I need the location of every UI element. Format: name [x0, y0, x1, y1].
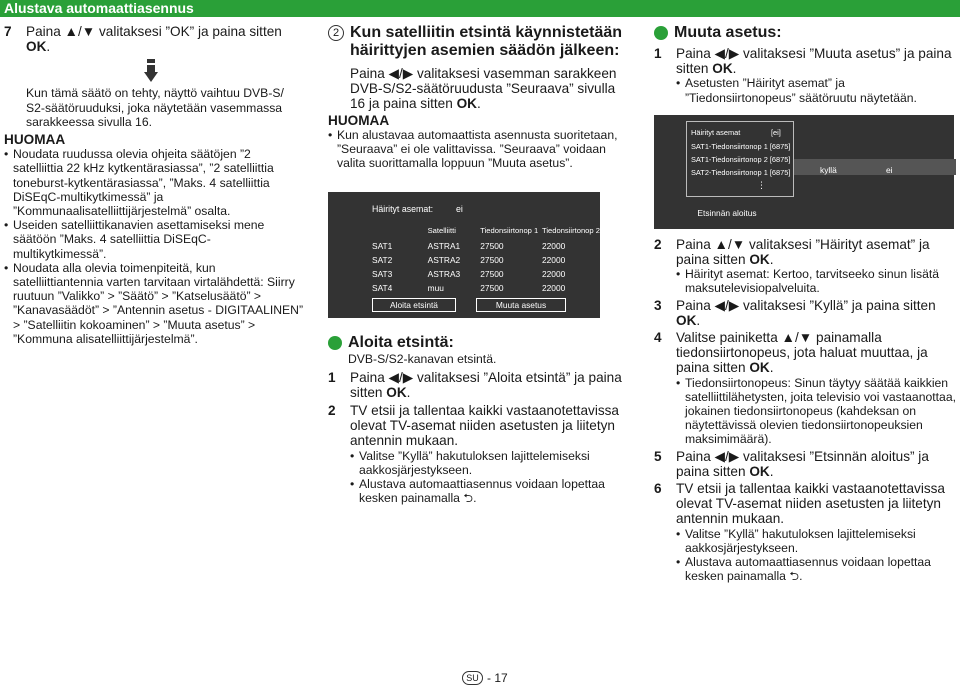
no-option[interactable]: ei: [886, 164, 893, 175]
right-column: [654, 24, 956, 583]
table-row: SAT3 ASTRA3 27500 22000: [372, 269, 566, 280]
section-title: Kun satelliitin etsintä käynnistetään häirittyjen asemien säädön jälkeen:: [350, 24, 623, 59]
note-item: • Kun alustavaa automaattista asennusta suoritetaan, ”Seuraava” ei ole valittavissa. ”Seuraava” voidaan valita suorittamalla loppuun ”Muuta asetus”.: [328, 128, 630, 171]
step-text: Paina ◀/▶ valitaksesi ”Aloita etsintä” ja paina sitten OK.: [350, 369, 622, 400]
language-badge: SU: [462, 671, 483, 685]
table-row: SAT2 ASTRA2 27500 22000: [372, 254, 566, 265]
intro-text: Paina ◀/▶ valitaksesi vasemman sarakkeen DVB-S/S2-säätöruudusta ”Seuraava” sivulla 16 ja paina sitten OK.: [350, 66, 617, 112]
bullet-item: • Alustava automaattiasennus voidaan lopettaa kesken painamalla ⮌.: [676, 555, 956, 583]
middle-column: [328, 24, 630, 505]
step-text: Paina ▲/▼ valitaksesi ”OK” ja paina sitten OK.: [26, 24, 282, 55]
green-bullet-icon: [654, 26, 668, 40]
step-number: 3: [654, 297, 662, 313]
start-scan-button[interactable]: Etsinnän aloitus: [697, 207, 757, 218]
result-paragraph: Kun tämä säätö on tehty, näyttö vaihtuu DVB-S/ S2-säätöruuduksi, joka näytetään vasemmassa sarakkeessa sivulla 16.: [26, 86, 284, 129]
updown-arrows-icon: ▲/▼: [714, 236, 746, 252]
table-header: Tiedonsiirtonop 1: [480, 226, 539, 236]
osd-screen-settings: [654, 115, 954, 229]
page-title: Alustava automaattiasennus: [4, 0, 194, 16]
step-3: [654, 298, 956, 328]
step-text: Valitse painiketta ▲/▼ painamalla tiedonsiirtonopeus, jota haluat muuttaa, ja paina sitten OK.: [676, 330, 928, 376]
note-item: • Useiden satelliittikanavien asettamiseksi mene säätöön ”Maks. 4 satelliittia DiSEqC-multikytkimessä”.: [4, 218, 304, 261]
step-bullets: [676, 267, 956, 295]
table-header: Satelliitti: [427, 226, 456, 236]
symbol-rate-row: SAT1-Tiedonsiirtonop 1 [6875]: [691, 141, 791, 151]
leftright-arrows-icon: ◀/▶: [714, 297, 740, 313]
bullet-item: • Tiedonsiirtonopeus: Sinun täytyy säätää kaikkien satelliittilähetysten, joita televisio voi vastaanottaa, jokainen tiedonsiirtonopeus (kahdeksan on näytettävissä olevien tiedonsiirtonopeuksien maksimimäärä).: [676, 376, 956, 447]
bullet-item: • Häirityt asemat: Kertoo, tarvitseeko sinun lisätä maksutelevisiopalveluita.: [676, 267, 956, 295]
header-bar: [0, 0, 960, 17]
osd-screen-satellite: [328, 192, 600, 318]
note-list: [328, 128, 630, 171]
step-number: 1: [654, 46, 662, 61]
symbol-rate-row: SAT2-Tiedonsiirtonop 1 [6875]: [691, 167, 791, 177]
leftright-arrows-icon: ◀/▶: [714, 46, 740, 61]
step-text: Paina ▲/▼ valitaksesi ”Häirityt asemat” ja paina sitten OK.: [676, 236, 930, 268]
step-5: [654, 449, 956, 479]
table-row: SAT4 muu 27500 22000: [372, 283, 566, 294]
left-column: [4, 24, 304, 346]
step-text: TV etsii ja tallentaa kaikki vastaanotettavissa olevat TV-asemat niiden asetusten ja liitetyn antennin mukaan.: [350, 403, 619, 449]
leftright-arrows-icon: ◀/▶: [388, 369, 414, 385]
note-item: • Noudata ruudussa olevia ohjeita säätöjen ”2 satelliittia 22 kHz kytkentärasiassa”, ”2 satelliittia toneburst-kytkentärasiassa”, ”Maks. 4 satelliittia DiSEqC-multikytkimessä” ja ”Kommunaalisatelliittijärjestelmä” osalta.: [4, 147, 304, 218]
bullet-item: • Valitse ”Kyllä” hakutuloksen lajittelemiseksi aakkosjärjestykseen.: [676, 527, 956, 555]
page-number: - 17: [487, 671, 508, 685]
symbol-rate-row: SAT1-Tiedonsiirtonop 2 [6875]: [691, 154, 791, 164]
leftright-arrows-icon: ◀/▶: [388, 66, 414, 81]
muuta-heading: [654, 24, 956, 42]
step-1: [654, 46, 956, 76]
satellite-table: [372, 224, 600, 295]
step-7: [4, 24, 304, 54]
osd-label: Häirityt asemat:: [372, 204, 434, 215]
step-bullets: [676, 376, 956, 447]
step-number: 7: [4, 24, 12, 39]
osd-value: [ei]: [771, 127, 781, 137]
step-number: 6: [654, 481, 662, 497]
bullet-item: • Valitse ”Kyllä” hakutuloksen lajittelemiseksi aakkosjärjestykseen.: [350, 449, 630, 477]
yes-option[interactable]: kyllä: [820, 164, 837, 175]
table-header: Tiedonsiirtonop 2: [541, 226, 600, 236]
note-item: • Noudata alla olevia toimenpiteitä, kun satelliittiantennia varten tarvitaan virtalähdettä: Siirry ruutuun ”Valikko” > ”Säätö” > ”Katselusäätö” > ”Kanavasäädöt” > ”Antennin asetus - DIGITAALINEN” > ”Satelliitin kokoaminen” > ”Muuta asetus” > ”Kommuna alisatelliittijärjestelmä”.: [4, 261, 304, 346]
step-text: TV etsii ja tallentaa kaikki vastaanotettavissa olevat TV-asemat niiden asetusten ja liitetyn antennin mukaan.: [676, 481, 945, 527]
table-row: SAT1 ASTRA1 27500 22000: [372, 240, 566, 251]
more-dots: ⋮: [757, 179, 766, 190]
down-arrow-icon: [144, 59, 158, 83]
step-text: Paina ◀/▶ valitaksesi ”Etsinnän aloitus” ja paina sitten OK.: [676, 448, 929, 479]
bullet-item: • Alustava automaattiasennus voidaan lopettaa kesken painamalla ⮌.: [350, 477, 630, 505]
step-2: [328, 403, 630, 449]
settings-panel: [686, 121, 794, 197]
step-bullets: [676, 527, 956, 584]
step-bullets: [676, 76, 956, 104]
circled-number: 2: [328, 25, 344, 41]
step-6: [654, 481, 956, 527]
step-bullets: [350, 449, 630, 506]
updown-arrows-icon: ▲/▼: [781, 330, 813, 346]
step-4: [654, 330, 956, 376]
aloita-heading: [328, 334, 630, 352]
bullet-item: • Asetusten ”Häirityt asemat” ja ”Tiedonsiirtonopeus” säätöruutu näytetään.: [676, 76, 956, 104]
note-list: [4, 147, 304, 346]
step-2: [654, 237, 956, 267]
aloita-title: Aloita etsintä:: [348, 334, 454, 352]
change-setting-button[interactable]: Muuta asetus: [476, 298, 566, 312]
section-heading: [328, 24, 630, 60]
step-text: Paina ◀/▶ valitaksesi ”Kyllä” ja paina sitten OK.: [676, 297, 936, 328]
aloita-desc: DVB-S/S2-kanavan etsintä.: [348, 352, 497, 367]
page-footer: [462, 671, 508, 685]
step-1: [328, 370, 630, 400]
step-number: 2: [654, 236, 662, 252]
updown-arrows-icon: ▲/▼: [64, 24, 96, 39]
step-number: 2: [328, 403, 336, 419]
step-number: 1: [328, 369, 336, 385]
table-header: [372, 224, 428, 238]
green-bullet-icon: [328, 336, 342, 350]
start-search-button[interactable]: Aloita etsintä: [372, 298, 456, 312]
step-number: 4: [654, 330, 662, 346]
note-title: HUOMAA: [4, 132, 66, 148]
osd-value: ei: [456, 204, 463, 215]
step-text: Paina ◀/▶ valitaksesi ”Muuta asetus” ja paina sitten OK.: [676, 46, 952, 77]
option-bar: [794, 159, 956, 175]
muuta-title: Muuta asetus:: [674, 24, 782, 41]
osd-label: Häirityt asemat: [691, 127, 741, 137]
step-number: 5: [654, 448, 662, 464]
leftright-arrows-icon: ◀/▶: [714, 448, 740, 464]
note-title: HUOMAA: [328, 112, 390, 128]
